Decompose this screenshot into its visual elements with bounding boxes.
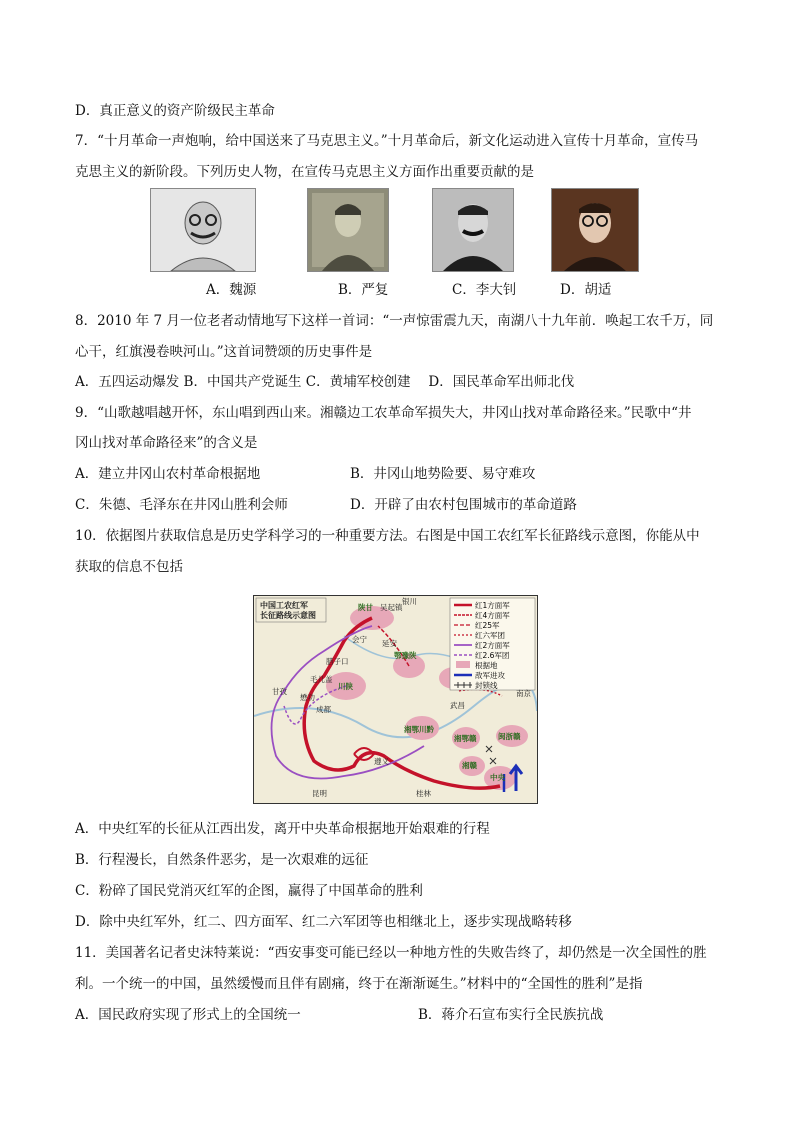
q9-option-d: D．开辟了由农村包围城市的革命道路	[350, 497, 577, 513]
map-title-line1: 中国工农红军	[260, 601, 308, 610]
place-maogong: 懋功	[300, 693, 315, 702]
q11-stem-line2: 利。一个统一的中国，虽然缓慢而且伴有剧痛，终于在渐渐诞生。”材料中的“全国性的胜利”是指	[75, 976, 643, 992]
legend-label-9: 封锁线	[475, 681, 498, 690]
legend-label-3: 红25军	[475, 621, 500, 630]
place-huining: 会宁	[352, 635, 367, 644]
q9-option-a: A．建立井冈山农村革命根据地	[75, 466, 261, 482]
place-nanjing: 南京	[516, 689, 531, 698]
place-zunyi: 遵义	[374, 757, 389, 766]
q8-stem-line2: 心干，红旗漫卷映河山。”这首词赞颂的历史事件是	[75, 344, 373, 360]
portrait-hu-shi	[551, 188, 639, 272]
q11-option-b: B．蒋介石宣布实行全民族抗战	[418, 1007, 604, 1023]
place-ganzi: 甘孜	[272, 687, 287, 696]
place-yanan: 延安	[382, 639, 397, 648]
q10-option-d: D．除中央红军外，红二、四方面军、红二六军团等也相继北上，逐步实现战略转移	[75, 914, 572, 930]
place-chuanshan: 川陕	[338, 682, 353, 691]
q10-option-c: C．粉碎了国民党消灭红军的企图，赢得了中国革命的胜利	[75, 883, 423, 899]
q9-option-c: C．朱德、毛泽东在井冈山胜利会师	[75, 497, 288, 513]
place-xiangegan: 湘鄂赣	[454, 734, 477, 743]
place-yinchuan: 银川	[402, 597, 417, 606]
q7-stem-line1: 7．“十月革命一声炮响，给中国送来了马克思主义。”十月革命后，新文化运动进入宣传十月革命，宣传马	[75, 133, 699, 149]
legend-label-6: 红2.6军团	[475, 651, 510, 660]
portrait-wei-yuan	[150, 188, 256, 272]
legend-label-1: 红1方面军	[475, 601, 510, 610]
q7-stem-line2: 克思主义的新阶段。下列历史人物，在宣传马克思主义方面作出重要贡献的是	[75, 164, 534, 180]
q10-stem-line2: 获取的信息不包括	[75, 559, 183, 575]
place-lazikou: 腊子口	[326, 657, 349, 666]
q10-option-b: B．行程漫长，自然条件恶劣，是一次艰难的远征	[75, 852, 369, 868]
place-xianggan: 湘赣	[462, 761, 477, 770]
q10-stem-line1: 10．依据图片获取信息是历史学科学习的一种重要方法。右图是中国工农红军长征路线示意图，你能从中	[75, 528, 700, 544]
place-maoergai: 毛儿盖	[310, 675, 333, 684]
long-march-route-map	[253, 595, 538, 804]
place-minzhegan: 闽浙赣	[498, 732, 521, 741]
place-wuchang: 武昌	[450, 701, 465, 710]
portrait-yan-fu	[307, 188, 389, 272]
map-canvas	[254, 596, 537, 803]
q9-stem-line2: 冈山找对革命路径来”的含义是	[75, 435, 258, 451]
legend-label-2: 红4方面军	[475, 611, 510, 620]
place-kunming: 昆明	[312, 789, 327, 798]
place-guilin: 桂林	[416, 789, 431, 798]
q10-option-a: A．中央红军的长征从江西出发，离开中央革命根据地开始艰难的行程	[75, 821, 490, 837]
q8-options: A．五四运动爆发 B．中国共产党诞生 C．黄埔军校创建 D．国民革命军出师北伐	[75, 374, 575, 390]
q7-caption-c: C．李大钊	[452, 282, 517, 298]
legend-label-7: 根据地	[475, 661, 498, 670]
place-shaangan: 陕甘	[358, 603, 373, 612]
q7-caption-b: B．严复	[338, 282, 389, 298]
q6-option-d: D．真正意义的资产阶级民主革命	[75, 103, 275, 119]
q11-stem-line1: 11．美国著名记者史沫特莱说：“西安事变可能已经以一种地方性的失败告终了，却仍然是一次全国性的胜	[75, 945, 707, 961]
q8-stem-line1: 8．2010 年 7 月一位老者动情地写下这样一首词：“一声惊雷震九天，南湖八十九年前．唤起工农千万，同	[75, 313, 714, 329]
map-legend	[450, 598, 535, 690]
q11-option-a: A．国民政府实现了形式上的全国统一	[75, 1007, 301, 1023]
place-eyushan: 鄂豫陕	[394, 651, 417, 660]
q9-stem-line1: 9．“山歌越唱越开怀，东山唱到西山来。湘赣边工农革命军损失大，井冈山找对革命路径来。”民歌中“井	[75, 405, 692, 421]
legend-label-8: 敌军进攻	[475, 671, 505, 680]
q7-caption-d: D．胡适	[560, 282, 612, 298]
place-xiangechuanqian: 湘鄂川黔	[404, 725, 434, 734]
legend-label-5: 红2方面军	[475, 641, 510, 650]
portrait-li-dazhao	[432, 188, 514, 272]
map-title-line2: 长征路线示意图	[260, 611, 316, 620]
place-chengdu: 成都	[316, 705, 331, 714]
place-central: 中央	[490, 773, 505, 782]
legend-label-4: 红六军团	[475, 631, 505, 640]
q7-caption-a: A．魏源	[206, 282, 257, 298]
place-wuqizhen: 吴起镇	[380, 603, 403, 612]
q9-option-b: B．井冈山地势险要、易守难攻	[350, 466, 536, 482]
